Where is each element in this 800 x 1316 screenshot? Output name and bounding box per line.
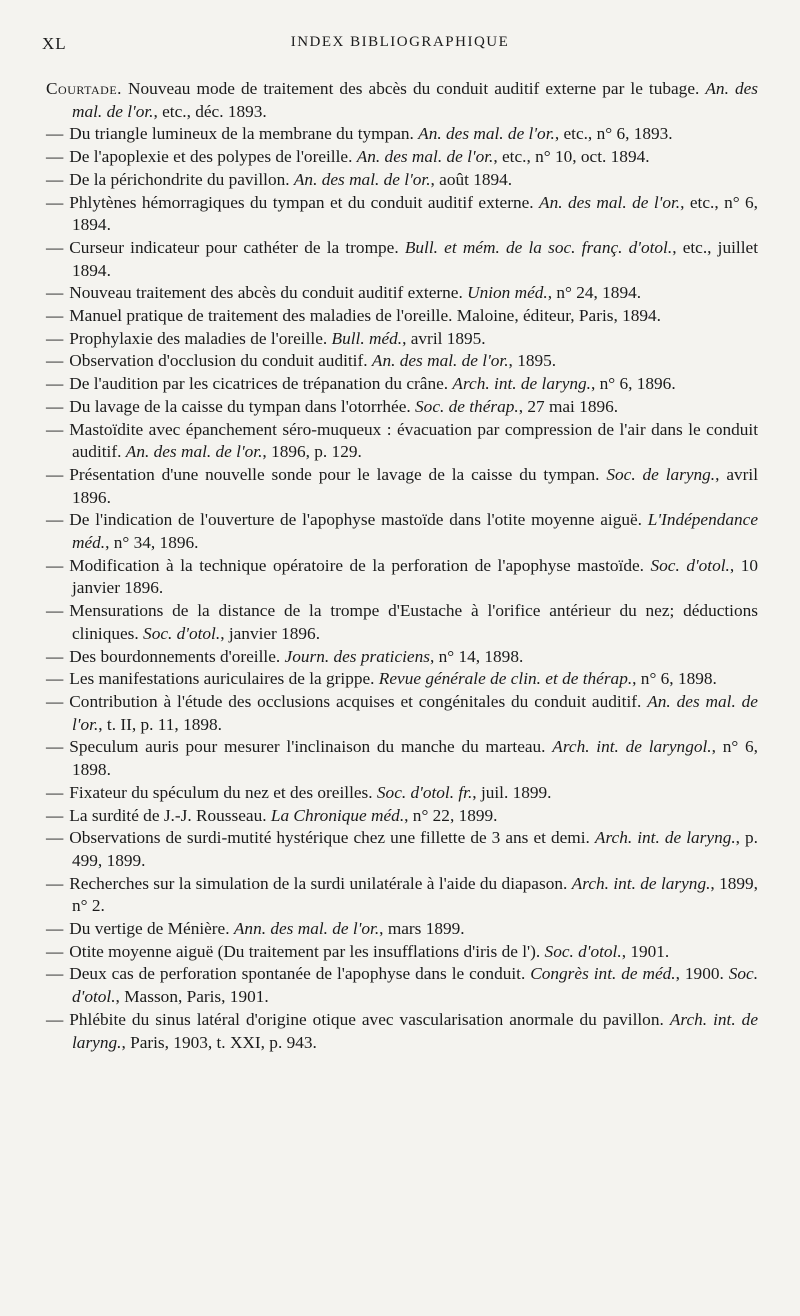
entry-dash: — [46,1009,64,1029]
entry-dash: — [46,351,64,371]
entry-dash: — [46,828,64,848]
bibliography-entry: — Mensurations de la distance de la trompe d'Eustache à l'orifice antérieur du nez; déductions cliniques. Soc. d'otol., janvier 1896. [46,601,758,643]
bibliography-entry: — Nouveau traitement des abcès du conduit auditif externe. Union méd., n° 24, 1894. [46,283,642,303]
bibliography-entry: — De l'audition par les cicatrices de trépanation du crâne. Arch. int. de laryng., n° 6, 1896. [46,374,676,394]
entry-dash: — [46,646,64,666]
bibliography-entry: — Phlytènes hémorragiques du tympan et du conduit auditif externe. An. des mal. de l'or., etc., n° 6, 1894. [46,192,759,235]
bibliography-entry: — De l'indication de l'ouverture de l'apophyse mastoïde dans l'otite moyenne aiguë. L'Indépendance méd., n° 34, 1896. [46,510,758,553]
bibliography-entry: — Phlébite du sinus latéral d'origine otique avec vascularisation anormale du pavillon. Arch. int. de laryng., Paris, 1903, t. XXI, p. 943. [46,1009,758,1052]
bibliography-entry: — Du vertige de Ménière. Ann. des mal. de l'or., mars 1899. [46,919,465,939]
bibliography-entry: — Manuel pratique de traitement des maladies de l'oreille. Maloine, éditeur, Paris, 1894. [46,306,662,326]
bibliography-entry: — Des bourdonnements d'oreille. Journ. des praticiens, n° 14, 1898. [46,646,524,666]
entry-dash: — [46,124,64,144]
bibliography-entry: — De l'apoplexie et des polypes de l'oreille. An. des mal. de l'or., etc., n° 10, oct. 1894. [46,147,650,167]
bibliography-entry: — Observation d'occlusion du conduit auditif. An. des mal. de l'or., 1895. [46,351,557,371]
bibliography-entry: — Présentation d'une nouvelle sonde pour le lavage de la caisse du tympan. Soc. de laryng., avril 1896. [46,464,758,507]
entry-dash: — [46,374,64,394]
entry-dash: — [46,691,64,711]
entry-dash: — [46,169,64,189]
entry-dash: — [46,283,64,303]
bibliography-entry: — Les manifestations auriculaires de la grippe. Revue générale de clin. et de thérap., n° 6, 1898. [46,669,717,689]
bibliography-entry: — Deux cas de perforation spontanée de l'apophyse dans le conduit. Congrès int. de méd., 1900. Soc. d'otol., Masson, Paris, 1901. [46,964,759,1007]
bibliography-entry: Courtade. Nouveau mode de traitement des abcès du conduit auditif externe par le tubage. An. des mal. de l'or., etc., déc. 1893. [46,79,758,121]
entry-dash: — [46,601,64,621]
entry-dash: — [46,192,64,212]
bibliography-entry: — Prophylaxie des maladies de l'oreille. Bull. méd., avril 1895. [46,328,486,348]
running-title: INDEX BIBLIOGRAPHIQUE [290,34,510,50]
bibliography-entry: — Speculum auris pour mesurer l'inclinaison du manche du marteau. Arch. int. de laryngol., n° 6, 1898. [46,737,758,780]
entry-dash: — [46,237,64,257]
entry-dash: — [46,941,64,961]
bibliography-entry: — Modification à la technique opératoire de la perforation de l'apophyse mastoïde. Soc. d'otol., 10 janvier 1896. [46,555,759,598]
entry-dash: — [46,510,64,530]
bibliography-entry: — Du triangle lumineux de la membrane du tympan. An. des mal. de l'or., etc., n° 6, 1893. [46,124,673,144]
entry-dash: — [46,396,64,416]
entry-dash: — [46,782,64,802]
entry-dash: — [46,919,64,939]
bibliography-entry: — La surdité de J.-J. Rousseau. La Chronique méd., n° 22, 1899. [46,805,498,825]
entry-dash: — [46,147,64,167]
bibliography-entry: — Fixateur du spéculum du nez et des oreilles. Soc. d'otol. fr., juil. 1899. [46,782,552,802]
entry-dash: — [46,805,64,825]
bibliography-entry: — Du lavage de la caisse du tympan dans l'otorrhée. Soc. de thérap., 27 mai 1896. [46,396,619,416]
entry-dash: — [46,964,64,984]
entry-dash: — [46,555,64,575]
bibliography-entry: — Observations de surdi-mutité hystérique chez une fillette de 3 ans et demi. Arch. int. de laryng., p. 499, 1899. [46,828,759,870]
bibliography-entry: — Recherches sur la simulation de la surdi unilatérale à l'aide du diapason. Arch. int. de laryng., 1899, n° 2. [46,873,758,916]
bibliography-entry: — Otite moyenne aiguë (Du traitement par les insufflations d'iris de l'). Soc. d'otol., 1901. [46,941,670,961]
bibliography-list [46,78,758,1054]
bibliography-entry: — Mastoïdite avec épanchement séro-muqueux : évacuation par compression de l'air dans le conduit auditif. An. des mal. de l'or., 1896, p. 129. [46,419,758,462]
entry-dash: — [46,873,64,893]
entry-dash: — [46,306,64,326]
entry-dash: — [46,737,64,757]
entry-dash: — [46,419,64,439]
entry-dash: — [46,328,64,348]
bibliography-entry: — Curseur indicateur pour cathéter de la trompe. Bull. et mém. de la soc. franç. d'otol., etc., juillet 1894. [46,237,758,280]
page-header [42,34,758,56]
bibliography-entry: — De la périchondrite du pavillon. An. des mal. de l'or., août 1894. [46,169,513,189]
page-number: XL [42,34,67,53]
bibliography-entry: — Contribution à l'étude des occlusions acquises et congénitales du conduit auditif. An. des mal. de l'or., t. II, p. 11, 1898. [46,691,758,734]
author-name: Courtade. [46,79,122,98]
entry-dash: — [46,669,64,689]
entry-dash: — [46,464,64,484]
